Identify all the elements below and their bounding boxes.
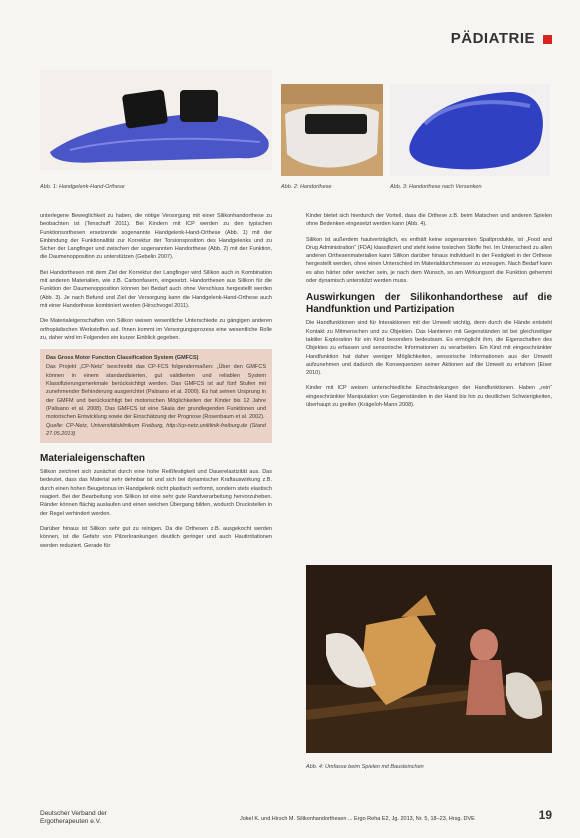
figure-1-caption: Abb. 1: Handgelenk-Hand-Orthese (40, 184, 125, 190)
figure-4-caption: Abb. 4: Umfasse beim Spielen mit Bausteinchen (306, 764, 424, 770)
footer-organization (40, 810, 107, 826)
paragraph: Die Handfunktionen sind für Interaktionen mit der Umwelt wichtig, denn durch die Hände entsteht Kontakt zu Mitmenschen und zu Objekten. Das Hantieren mit Gegenständen ist bei gleichzeitiger taktiler Exploration für ein Kind besonders bedeutsam. Es ermöglicht ihm, die Eigenschaften des Objektes zu erfassen und sensorische Informationen zu verarbeiten. Ein Kind mit eingeschränkter Handfunktion hat daher weniger Möglichkeiten, sensorische Informationen aus der Umwelt aufzunehmen und dadurch die Konsequenzen seiner Aktionen auf die Umwelt zu erfahren (Eiser 2010). (306, 320, 552, 377)
footer-org-line: Ergotherapeuten e.V. (40, 818, 102, 825)
section-title: PÄDIATRIE (450, 30, 535, 47)
paragraph: Silikon ist außerdem hautverträglich, es enthält keine sogenannten Spaltprodukte, ist „Food and Drug Administration“ (FDA) klassifiziert und steht keine toxischen Stoffe frei. Im Unterschied zu allen anderen Orthesenmaterialien kann Silikon darüber hinaus individuell in der Festigkeit in der Orthese hergestellt werden, ohne einen Unterschied im Materialdurchmesser zu erzeugen. Nach Bedarf kann es also härter oder weicher sein, je nach dem Wunsch, so am Wirkungsort die Funktion gehemmt oder dynamisch unterstützt werden muss. (306, 236, 552, 285)
footer-org-line: Deutscher Verband der (40, 810, 107, 817)
section-header (451, 30, 552, 47)
infobox-title: Das Gross Motor Function Classification System (GMFCS) (46, 355, 199, 362)
section-heading-effects: Auswirkungen der Silikonhandorthese auf die Handfunktion und Partizipation (306, 292, 552, 316)
left-column (40, 212, 272, 557)
section-marker (543, 35, 552, 44)
gmfcs-infobox (40, 349, 272, 443)
page-number: 19 (538, 808, 552, 822)
figure-4-image (306, 565, 552, 753)
paragraph: Kinder mit ICP weisen unterschiedliche Einschränkungen der Handfunktionen. Haben „rein“ eingeschränkter Manipulation von Gegenständen in der Hand bis hin zu deutlichen Schwierigkeiten, überhaupt zu greifen (Krägeloh-Mann 2008). (306, 385, 552, 409)
paragraph: Die Materialeigenschaften von Silikon weisen wesentliche Unterschiede zu gängigen anderen orthopädischen Werkstoffen auf. Ihnen kommt im Versorgungsprozess eine wesentliche Rolle zu, daher wird im Folgenden ein kurzer Einblick gegeben. (40, 318, 272, 341)
infobox-text: Das Projekt „CP-Netz“ beschreibt das CP-FCS folgendermaßen: „Über den GMFCS können in einem standardisierten, gut validierten und reliablen System Klassifizierungsmerkmale berücksichtigt werden. Das GMFCS ist auf fünf Stufen mit zunehmender Behinderung ausgerichtet (Palisano et al. 2000). Es hat seinen Ursprung in der GMFM und berücksichtigt bei motorischen Möglichkeiten der Kinder bis 12 Jahre (Palisano et al. 2008). Das GMFCS ist eine Skala der grundlegenden Funktionen und motorischen Entwicklung sowie der Einschätzung der Prognose (Rosenbaum et al. 2002). (46, 364, 266, 421)
paragraph: Silikon zeichnet sich zunächst durch eine hohe Reißfestigkeit und Dauerelastizität aus. Das bedeutet, dass das Material sehr dehnbar ist und sich bei dynamischer Kraftauswirkung z.B. durch einen hohen Beugetonus im Handgelenk nicht plastisch verformt, sondern stets elastisch reagiert. Bei der Bearbeitung von Silikon ist eine sehr gute Randverarbeitung hervorzuheben. Ränder können flächig auslaufen und einen weichen Übergang bilden, wodurch Druckstellen in der Regel verhindert werden. (40, 469, 272, 517)
section-heading-material: Materialeigenschaften (40, 453, 146, 465)
figure-3-caption: Abb. 3: Handorthese nach Versenken (390, 184, 482, 190)
infobox-source: Quelle: CP-Netz, Universitätsklinikum Freiburg, http://cp-netz.uniklinik-freiburg.de (Stand 27.05.2013) (46, 422, 266, 437)
figure-3-image (390, 84, 550, 176)
paragraph: Darüber hinaus ist Silikon sehr gut zu reinigen. Da die Orthesen z.B. ausgekocht werden können, ist die Gefahr von Pilzerkrankungen deutlich geringer und auch Hautirritationen werden reduziert. Gerade für (40, 525, 272, 549)
paragraph: unterlegene Beweglichkeit zu haben, die nötige Versorgung mit einer Silikonhandorthese zu beobachten ist (Tenschuff 2011). Bei Kindern mit ICP werden zu den typischen Funktionsorthesen ersetzende sogenannte Handgelenk-Hand-Orthese (Abb. 1) mit der Einbindung der Funktionalität zur Korrektur der Torsionsposition des Handgelenks und zu Sicher der Langfinger und zwischen der sogenannten Handorthese (Abb. 2) mit der Funktion, die Daumenopposition zu unterstützen (Gebelin 2007). (40, 213, 272, 261)
paragraph: Kinder bietet sich hierdurch der Vorteil, dass die Orthese z.B. beim Matschen und anderen Spielen ohne Bedenken eingesetzt werden kann (Abb. 4). (306, 213, 552, 228)
right-column (306, 212, 552, 416)
figure-2-caption: Abb. 2: Handorthese (281, 184, 332, 190)
figure-2-image (281, 84, 383, 176)
figure-1-image (40, 70, 272, 170)
paragraph: Bei Handorthesen mit dem Ziel der Korrektur der Langfinger wird Silikon auch in Kombination mit anderen Materialien, wie z.B. Carbonfasern, eingesetzt. Handorthesen aus Silikon für die Funktion der Daumenopposition können bei Bedarf auch ohne Verschluss hergestellt werden (Abb. 3). Je nach Befund und Ziel der Versorgung kann die Handgelenk-Hand-Orthese auch mit einer Handorthese kombiniert werden (Hirschvogel 2011). (40, 269, 272, 309)
footer-citation: Jokel K. und Hirsch M. Silikonhandorthesen ... Ergo Reha E2, Jg. 2013, Nr. 5, 18–23, Hrsg. DVE (240, 816, 475, 822)
